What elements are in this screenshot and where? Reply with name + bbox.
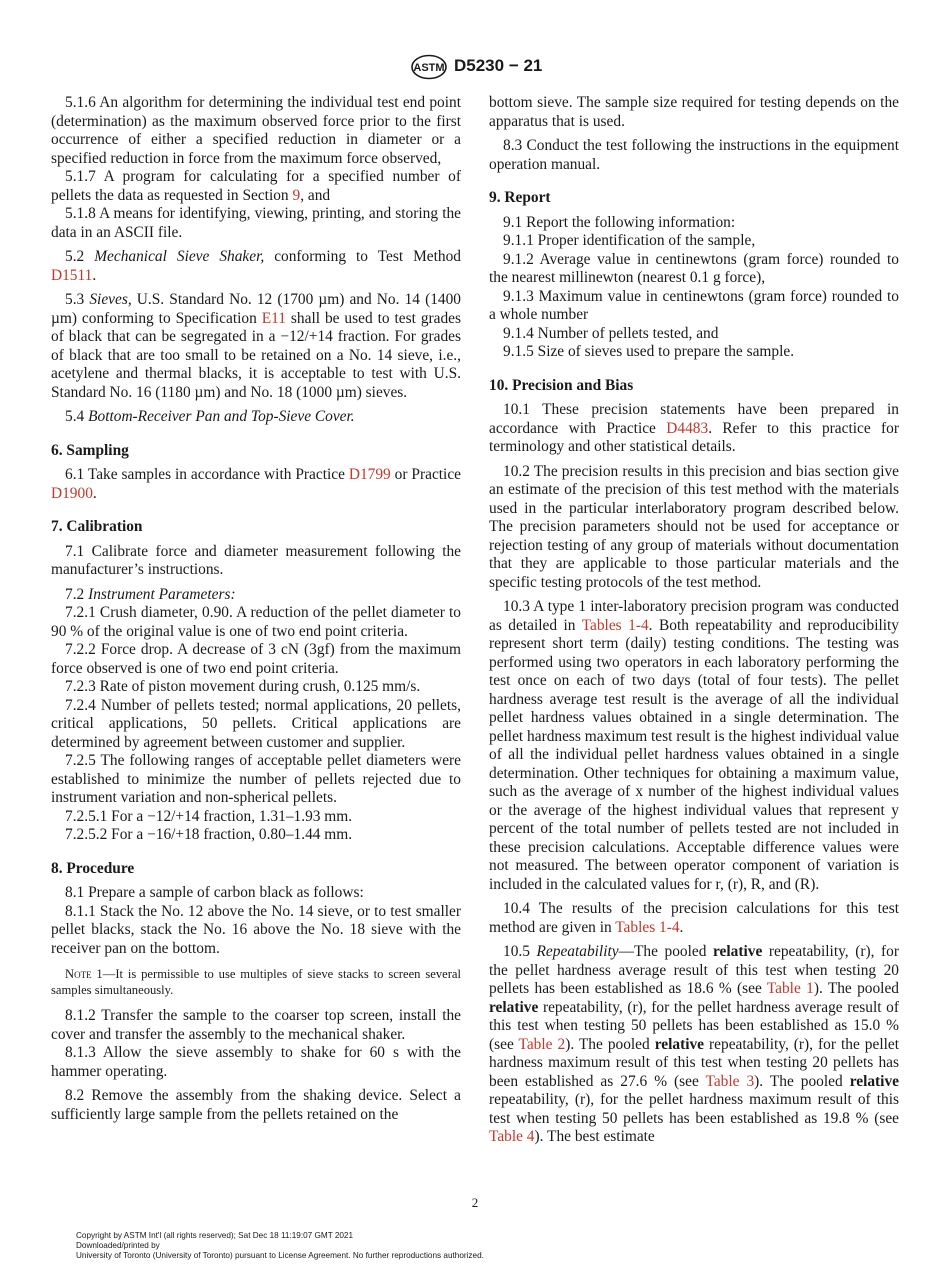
d1511-link[interactable]: D1511 [51,266,93,284]
para-10-5: 10.5 Repeatability—The pooled relative repeatability, (r), for the pellet hardness average result of this test when testing 20 pellets has been established as 18.6 % (see Table 1). The pooled relative repeatability, (r), for the pellet hardness average result of this test when testing 50 pellets has been established as 15.0 % (see Table 2). The pooled relative repeatability, (r), for the pellet hardness maximum result of this test when testing 20 pellets has been established as 27.6 % (see Table 3). The pooled relative repeatability, (r), for the pellet hardness maximum result of this test when testing 50 pellets has been established as 19.8 % (see Table 4). The best estimate [489,943,900,1145]
para-6-1: 6.1 Take samples in accordance with Practice D1799 or Practice D1900. [51,466,461,502]
para-7-2-4: 7.2.4 Number of pellets tested; normal applications, 20 pellets, critical applications, 50 pellets. Critical applications are determined by agreement between customer and supplier. [51,696,461,751]
copyright-footer [76,1231,484,1261]
page-number: 2 [471,1195,479,1210]
para-5-4: 5.4 Bottom-Receiver Pan and Top-Sieve Cover. [65,408,355,425]
para-10-3: 10.3 A type 1 inter-laboratory precision program was conducted as detailed in Tables 1-4. Both repeatability and reproducibility represent short term (daily) testing conditions. The testing was performed using two operators in each laboratory performing the test once on each of two days (total of four tests). The pellet hardness average test result is the average of all the individual pellet hardness values obtained in a single determination. The pellet hardness maximum test result is the highest individual value of all the individual pellet hardness values obtained in a single determination. Other techniques for obtaining a maximum value, such as the average of x number of the highest individual values or the average of the highest individual values that represent y percent of the total number of pellets tested are not included in these precision calculations. Acceptable difference values were not measured. The between operator component of variation is included in the calculated values for r, (r), R, and (R). [489,598,899,893]
para-8-1: 8.1 Prepare a sample of carbon black as follows: [65,884,364,901]
para-7-1: 7.1 Calibrate force and diameter measurement following the manufacturer’s instructions. [51,542,461,578]
heading-sampling: 6. Sampling [51,441,129,459]
para-8-1-1: 8.1.1 Stack the No. 12 above the No. 14 sieve, or to test smaller pellet blacks, stack the No. 16 above the No. 18 sieve with the receiver pan on the bottom. [51,902,461,957]
para-9-1: 9.1 Report the following information: [503,213,736,231]
para-8-1-2: 8.1.2 Transfer the sample to the coarser top screen, install the cover and transfer the assembly to the mechanical shaker. [51,1007,461,1043]
left-column [51,94,461,1124]
page-header [0,52,950,82]
para-8-2: 8.2 Remove the assembly from the shaking device. Select a sufficiently large sample from the pellets retained on the [51,1087,461,1123]
para-8-1-3: 8.1.3 Allow the sieve assembly to shake for 60 s with the hammer operating. [51,1044,461,1080]
astm-logo [410,54,448,80]
note-1: Note 1—It is permissible to use multiples of sieve stacks to screen several samples simultaneously. [51,967,461,997]
logo-text: ASTM [413,62,445,74]
para-7-2-5-1: 7.2.5.1 For a −12/+14 fraction, 1.31–1.93 mm. [65,807,353,825]
para-9-1-2: 9.1.2 Average value in centinewtons (gram force) rounded to the nearest millinewton (nearest 0.1 g force), [489,250,899,286]
table-3-link[interactable]: Table 3 [705,1072,755,1090]
para-8-2-continued: bottom sieve. The sample size required for testing depends on the apparatus that is used. [489,94,899,130]
tables-1-4-link[interactable]: Tables 1-4 [615,918,680,936]
footer-line-2: Downloaded/printed by [76,1241,160,1250]
para-5-2: 5.2 Mechanical Sieve Shaker, conforming to Test Method D1511. [51,248,461,284]
para-7-2-5: 7.2.5 The following ranges of acceptable pellet diameters were established to minimize the number of pellets rejected due to instrument variation and non-spherical pellets. [51,752,461,806]
right-column [489,94,899,1147]
heading-procedure: 8. Procedure [51,859,135,877]
para-7-2-3: 7.2.3 Rate of piston movement during crush, 0.125 mm/s. [65,678,421,695]
e11-link[interactable]: E11 [261,309,286,327]
para-5-1-6: 5.1.6 An algorithm for determining the individual test end point (determination) as the maximum observed force prior to the first occurrence of either a specified reduction in diameter or a specified reduction in force from the maximum force observed, [51,94,461,167]
d4483-link[interactable]: D4483 [666,419,709,437]
heading-precision-bias: 10. Precision and Bias [489,376,634,394]
para-9-1-5: 9.1.5 Size of sieves used to prepare the sample. [503,343,795,360]
footer-line-1: Copyright by ASTM Int'l (all rights reserved); Sat Dec 18 11:19:07 GMT 2021 [76,1231,354,1240]
para-9-1-1: 9.1.1 Proper identification of the sample, [503,232,756,249]
para-9-1-4: 9.1.4 Number of pellets tested, and [503,324,719,342]
table-2-link[interactable]: Table 2 [518,1035,566,1053]
table-4-link[interactable]: Table 4 [489,1128,535,1145]
para-10-1: 10.1 These precision statements have been prepared in accordance with Practice D4483. Refer to this practice for terminology and other statistical details. [489,401,899,455]
table-1-link[interactable]: Table 1 [766,980,814,997]
tables-1-4-link[interactable]: Tables 1-4 [581,616,649,634]
para-10-4: 10.4 The results of the precision calculations for this test method are given in Tables 1-4. [489,900,899,936]
section-9-link[interactable]: 9 [292,186,301,204]
para-7-2: 7.2 Instrument Parameters: [65,585,236,603]
para-5-1-8: 5.1.8 A means for identifying, viewing, printing, and storing the data in an ASCII file. [51,205,461,241]
para-8-3: 8.3 Conduct the test following the instructions in the equipment operation manual. [489,137,899,173]
heading-report: 9. Report [489,189,551,206]
d1799-link[interactable]: D1799 [348,466,391,483]
para-7-2-2: 7.2.2 Force drop. A decrease of 3 cN (3gf) from the maximum force observed is one of two end point criteria. [51,641,461,677]
para-7-2-1: 7.2.1 Crush diameter, 0.90. A reduction of the pellet diameter to 90 % of the original value is one of two end point criteria. [51,604,461,640]
para-10-2: 10.2 The precision results in this precision and bias section give an estimate of the precision of this test method with the materials used in the particular interlaboratory program described below. The precision parameters should not be used for acceptance or rejection testing of any group of materials without documentation that they are applicable to those particular materials and the specific testing protocols of the test method. [489,462,899,591]
para-5-3: 5.3 Sieves, U.S. Standard No. 12 (1700 µm) and No. 14 (1400 µm) conforming to Specification E11 shall be used to test grades of black that can be segregated in a −12/+14 fraction. For grades of black that are too small to be retained on a No. 14 sieve, i.e., acetylene and thermal blacks, it is acceptable to test with U.S. Standard No. 16 (1180 µm) and No. 18 (1000 µm) sieves. [51,291,461,401]
para-5-1-7: 5.1.7 A program for calculating for a specified number of pellets the data as requested in Section 9, and [51,168,461,204]
d1900-link[interactable]: D1900 [51,484,93,502]
para-7-2-5-2: 7.2.5.2 For a −16/+18 fraction, 0.80–1.44 mm. [65,826,353,843]
heading-calibration: 7. Calibration [51,518,143,535]
para-9-1-3: 9.1.3 Maximum value in centinewtons (gram force) rounded to a whole number [489,287,899,323]
document-id: D5230 − 21 [454,56,543,75]
footer-line-3: University of Toronto (University of Toronto) pursuant to License Agreement. No further reproductions authorized. [76,1251,484,1260]
